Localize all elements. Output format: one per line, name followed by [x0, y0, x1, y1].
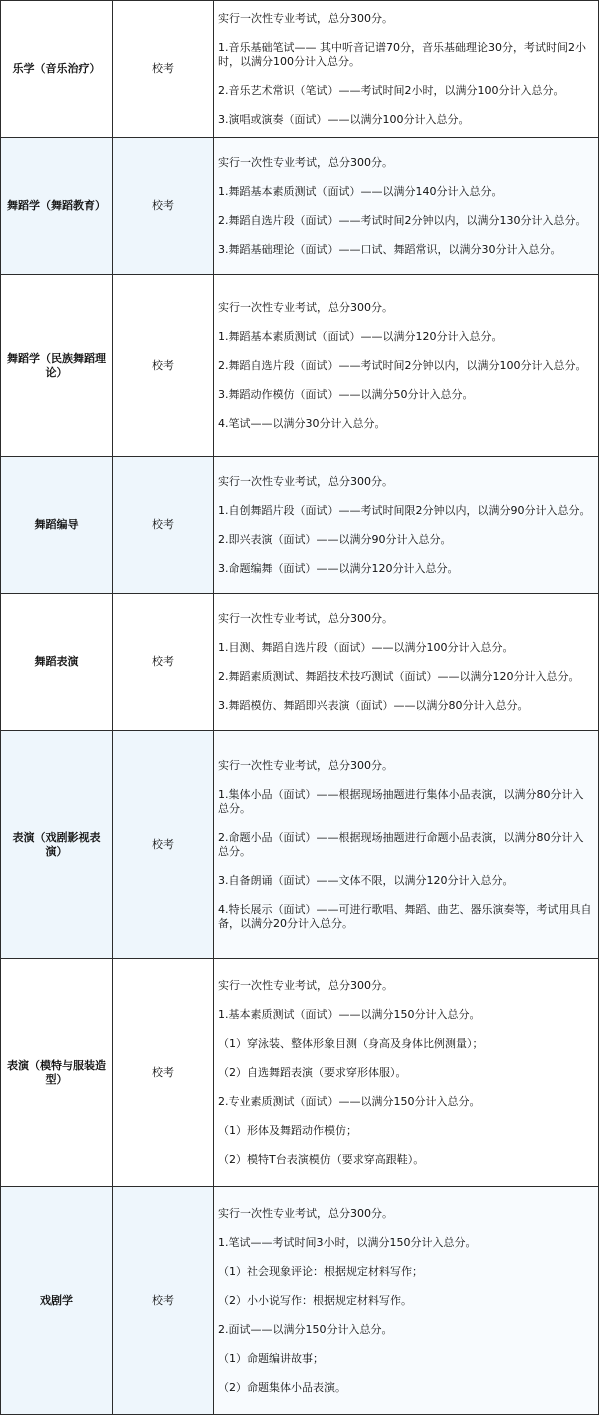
table-row-drama-performance [1, 731, 599, 959]
detail-line: 2.专业素质测试（面试）——以满分150分计入总分。 [218, 1094, 481, 1108]
detail-line: 2.面试——以满分150分计入总分。 [218, 1322, 393, 1336]
exam-type: 校考 [113, 275, 214, 457]
exam-type: 校考 [113, 457, 214, 594]
exam-type: 校考 [113, 731, 214, 959]
detail-line: 3.舞蹈动作模仿（面试）——以满分50分计入总分。 [218, 387, 474, 401]
detail-line: 4.笔试——以满分30分计入总分。 [218, 416, 386, 430]
table-row-choreography [1, 457, 599, 594]
detail-line: 1.舞蹈基本素质测试（面试）——以满分140分计入总分。 [218, 184, 503, 198]
exam-details [214, 275, 599, 457]
detail-line: （1）形体及舞蹈动作模仿； [218, 1123, 357, 1137]
detail-line: 3.自备朗诵（面试）——文体不限，以满分120分计入总分。 [218, 873, 514, 887]
detail-line: （2）自选舞蹈表演（要求穿形体服）。 [218, 1065, 407, 1079]
detail-line: 3.命题编舞（面试）——以满分120分计入总分。 [218, 561, 459, 575]
detail-line: 3.演唱或演奏（面试）——以满分100分计入总分。 [218, 112, 470, 126]
detail-line: 1.目测、舞蹈自选片段（面试）——以满分100分计入总分。 [218, 640, 514, 654]
detail-line: 2.舞蹈素质测试、舞蹈技术技巧测试（面试）——以满分120分计入总分。 [218, 669, 580, 683]
exam-details [214, 1187, 599, 1415]
detail-line: 2.舞蹈自选片段（面试）——考试时间2分钟以内，以满分100分计入总分。 [218, 358, 587, 372]
detail-line: （1）社会现象评论：根据规定材料写作； [218, 1264, 423, 1278]
detail-line: 实行一次性专业考试，总分300分。 [218, 978, 393, 992]
detail-line: 实行一次性专业考试，总分300分。 [218, 611, 393, 625]
detail-line: （2）命题集体小品表演。 [218, 1380, 346, 1394]
detail-line: （2）模特T台表演模仿（要求穿高跟鞋）。 [218, 1152, 425, 1166]
major-name: 舞蹈学（舞蹈教育） [1, 138, 113, 275]
detail-line: 实行一次性专业考试，总分300分。 [218, 155, 393, 169]
exam-type: 校考 [113, 959, 214, 1187]
major-name: 舞蹈学（民族舞蹈理论） [1, 275, 113, 457]
detail-line: 1.自创舞蹈片段（面试）——考试时间限2分钟以内，以满分90分计入总分。 [218, 503, 591, 517]
detail-line: 实行一次性专业考试，总分300分。 [218, 1206, 393, 1220]
table-row-dance-education [1, 138, 599, 275]
exam-type: 校考 [113, 1, 214, 138]
detail-line: 2.音乐艺术常识（笔试）——考试时间2小时，以满分100分计入总分。 [218, 83, 565, 97]
exam-details [214, 959, 599, 1187]
detail-line: 1.集体小品（面试）——根据现场抽题进行集体小品表演，以满分80分计入总分。 [218, 787, 584, 815]
detail-line: 2.舞蹈自选片段（面试）——考试时间2分钟以内，以满分130分计入总分。 [218, 213, 587, 227]
detail-line: 3.舞蹈基础理论（面试）——口试、舞蹈常识，以满分30分计入总分。 [218, 242, 562, 256]
detail-line: 4.特长展示（面试）——可进行歌唱、舞蹈、曲艺、器乐演奏等，考试用具自备，以满分20分计入总分。 [218, 902, 592, 930]
exam-type: 校考 [113, 1187, 214, 1415]
detail-line: 实行一次性专业考试，总分300分。 [218, 758, 393, 772]
exam-type: 校考 [113, 138, 214, 275]
table-row-music [1, 1, 599, 138]
detail-line: （1）命题编讲故事； [218, 1351, 324, 1365]
table-row-model-performance [1, 959, 599, 1187]
major-name: 舞蹈表演 [1, 594, 113, 731]
detail-line: （1）穿泳装、整体形象目测（身高及身体比例测量）； [218, 1036, 484, 1050]
table-row-dance-theory [1, 275, 599, 457]
exam-details [214, 138, 599, 275]
major-name: 舞蹈编导 [1, 457, 113, 594]
exam-table-body [1, 1, 599, 1415]
exam-details [214, 594, 599, 731]
exam-details [214, 731, 599, 959]
exam-details [214, 457, 599, 594]
detail-line: 3.舞蹈模仿、舞蹈即兴表演（面试）——以满分80分计入总分。 [218, 698, 529, 712]
major-name: 戏剧学 [1, 1187, 113, 1415]
detail-line: 1.笔试——考试时间3小时，以满分150分计入总分。 [218, 1235, 477, 1249]
detail-line: （2）小小说写作：根据规定材料写作。 [218, 1293, 412, 1307]
detail-line: 2.命题小品（面试）——根据现场抽题进行命题小品表演，以满分80分计入总分。 [218, 830, 584, 858]
detail-line: 1.基本素质测试（面试）——以满分150分计入总分。 [218, 1007, 481, 1021]
detail-line: 1.音乐基础笔试—— 其中听音记谱70分，音乐基础理论30分，考试时间2小时，以满分100分计入总分。 [218, 40, 586, 68]
exam-type: 校考 [113, 594, 214, 731]
detail-line: 实行一次性专业考试，总分300分。 [218, 474, 393, 488]
exam-details [214, 1, 599, 138]
detail-line: 实行一次性专业考试，总分300分。 [218, 11, 393, 25]
detail-line: 1.舞蹈基本素质测试（面试）——以满分120分计入总分。 [218, 329, 503, 343]
table-row-drama-studies [1, 1187, 599, 1415]
table-row-dance-performance [1, 594, 599, 731]
detail-line: 实行一次性专业考试，总分300分。 [218, 300, 393, 314]
major-name: 表演（模特与服装造型） [1, 959, 113, 1187]
detail-line: 2.即兴表演（面试）——以满分90分计入总分。 [218, 532, 452, 546]
major-name: 乐学（音乐治疗） [1, 1, 113, 138]
major-name: 表演（戏剧影视表演） [1, 731, 113, 959]
